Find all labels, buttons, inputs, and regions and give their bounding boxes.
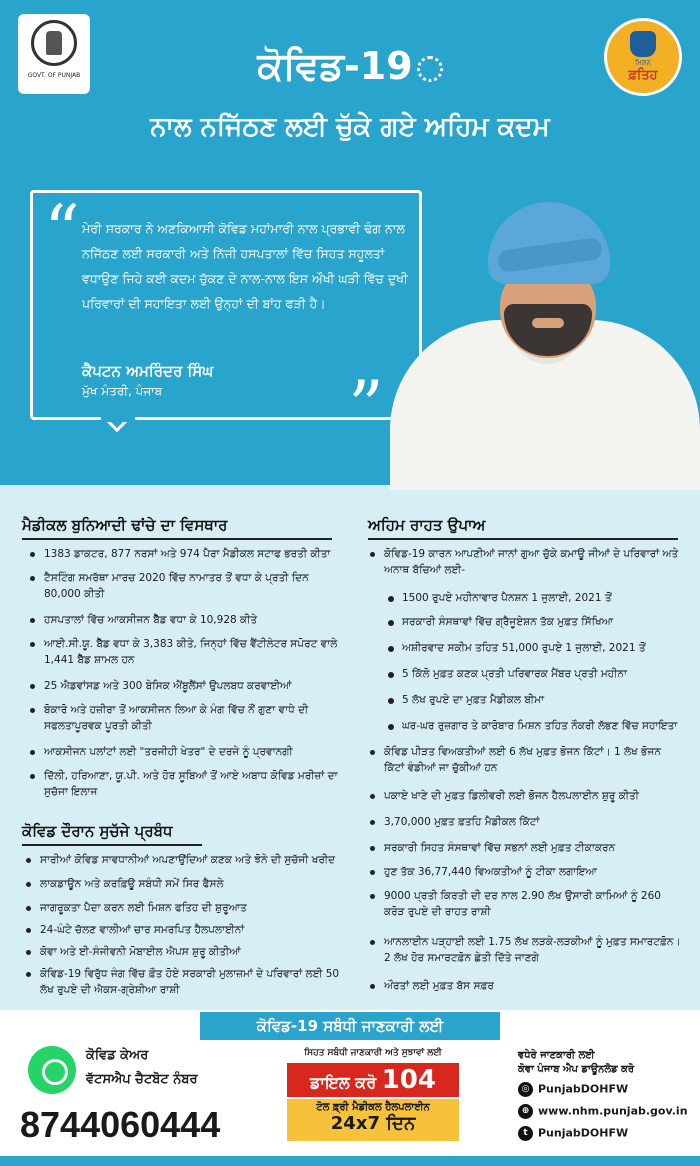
list-item: ਬੋਕਾਰੋ ਅਤੇ ਹਜ਼ੀਰਾ ਤੋਂ ਆਕਸੀਜਨ ਲਿਆ ਕੇ ਮੰਗ ਵਿੱਚ ਨੌਂ ਗੁਣਾ ਵਾਧੇ ਦੀ ਸਫਲਤਾਪੂਰਵਕ ਪੂਰਤੀ ਕੀਤੀ — [44, 702, 344, 734]
list-item: ਹਸਪਤਾਲਾਂ ਵਿੱਚ ਆਕਸੀਜਨ ਬੈੱਡ ਵਧਾ ਕੇ 10,928 ਕੀਤੇ — [44, 612, 344, 628]
twitter-icon: t — [518, 1126, 533, 1141]
list-item: ਸਾਰੀਆਂ ਕੋਵਿਡ ਸਾਵਧਾਨੀਆਂ ਅਪਣਾਉਂਦਿਆਂ ਕਣਕ ਅਤੇ ਝੋਨੇ ਦੀ ਸੁਚੱਜੀ ਖਰੀਦ — [40, 852, 344, 868]
list-item: ਕੋਵਿਡ-19 ਕਾਰਨ ਆਪਣੀਆਂ ਜਾਨਾਂ ਗੁਆ ਚੁੱਕੇ ਕਮਾਊ ਜੀਆਂ ਦੇ ਪਰਿਵਾਰਾਂ ਅਤੇ ਅਨਾਥ ਬੱਚਿਆਂ ਲਈ- — [384, 546, 684, 578]
toll-free-hours: 24x7 ਦਿਨ — [330, 1113, 416, 1134]
list-item: ਦਿੱਲੀ, ਹਰਿਆਣਾ, ਯੂ.ਪੀ. ਅਤੇ ਹੋਰ ਸੂਬਿਆਂ ਤੋਂ ਆਏ ਅਬਾਧ ਕੋਵਿਡ ਮਰੀਜ਼ਾਂ ਦਾ ਸੁਚੱਜਾ ਇਲਾਜ — [44, 768, 344, 800]
dial-number: 104 — [381, 1065, 436, 1095]
sub-list-item: ਅਸ਼ੀਰਵਾਦ ਸਕੀਮ ਤਹਿਤ 51,000 ਰੁਪਏ 1 ਜੁਲਾਈ, 2021 ਤੋਂ — [402, 640, 684, 656]
instagram-link[interactable]: ◎ PunjabDOHFW — [518, 1082, 628, 1097]
list-item: ਆਈ.ਸੀ.ਯੂ. ਬੈੱਡ ਵਧਾ ਕੇ 3,383 ਕੀਤੇ, ਜਿਨ੍ਹਾਂ ਵਿੱਚ ਵੈਂਟੀਲੇਟਰ ਸਪੋਰਟ ਵਾਲੇ 1,441 ਬੈੱਡ ਸ਼ਾਮਲ ਹਨ — [44, 636, 344, 668]
list-item: ਸਰਕਾਰੀ ਸਿਹਤ ਸੰਸਥਾਵਾਂ ਵਿੱਚ ਸਭਨਾਂ ਲਈ ਮੁਫ਼ਤ ਟੀਕਾਕਰਨ — [384, 840, 684, 856]
list-item: ਪਕਾਏ ਖਾਣੇ ਦੀ ਮੁਫ਼ਤ ਡਿਲੀਵਰੀ ਲਈ ਭੋਜਨ ਹੈਲਪਲਾਈਨ ਸ਼ੁਰੂ ਕੀਤੀ — [384, 788, 684, 804]
twitter-link[interactable]: t PunjabDOHFW — [518, 1126, 628, 1141]
heading-underline — [22, 844, 202, 846]
toll-free-box — [287, 1099, 459, 1141]
whatsapp-line1: ਕੋਵਿਡ ਕੇਅਰ — [86, 1048, 149, 1063]
whatsapp-line2: ਵੱਟਸਐਪ ਚੈਟਬੋਟ ਨੰਬਰ — [86, 1072, 198, 1087]
whatsapp-number[interactable]: 8744060444 — [20, 1104, 221, 1145]
globe-icon: ⊕ — [518, 1104, 533, 1119]
quote-author-name: ਕੈਪਟਨ ਅਮਰਿੰਦਰ ਸਿੰਘ — [82, 362, 214, 380]
instagram-icon: ◎ — [518, 1082, 533, 1097]
heading-underline — [22, 538, 332, 540]
list-item: 25 ਐਡਵਾਂਸਡ ਅਤੇ 300 ਬੇਸਿਕ ਐਂਬੂਲੈਂਸਾਂ ਉਪਲਬਧ ਕਰਵਾਈਆਂ — [44, 678, 344, 694]
list-item: 24-ਘੰਟੇ ਚੱਲਣ ਵਾਲੀਆਂ ਚਾਰ ਸਮਰਪਿਤ ਹੈਲਪਲਾਈਨਾਂ — [40, 922, 344, 938]
virus-icon — [417, 56, 443, 82]
heading-underline — [368, 538, 678, 540]
quote-text: ਮੇਰੀ ਸਰਕਾਰ ਨੇ ਅਣਕਿਆਸੀ ਕੋਵਿਡ ਮਹਾਂਮਾਰੀ ਨਾਲ ਪ੍ਰਭਾਵੀ ਢੰਗ ਨਾਲ ਨਜਿੱਠਣ ਲਈ ਸਰਕਾਰੀ ਅਤੇ ਨਿੱਜੀ ਹਸਪਤਾਲਾਂ ਵਿੱਚ ਸਿਹਤ ਸਹੂਲਤਾਂ ਵਧਾਉਣ ਜਿਹੇ ਕਈ ਕਦਮ ਚੁੱਕਣ ਦੇ ਨਾਲ-ਨਾਲ ਇਸ ਔਖੀ ਘੜੀ ਵਿੱਚ ਦੁਖੀ ਪਰਿਵਾਰਾਂ ਦੀ ਸਹਾਇਤਾ ਲਈ ਉਨ੍ਹਾਂ ਦੀ ਬਾਂਹ ਫੜੀ ਹੈ। — [82, 221, 408, 311]
list-item: ਆਕਸੀਜਨ ਪਲਾਂਟਾਂ ਲਈ "ਤਰਜੀਹੀ ਖੇਤਰ" ਦੇ ਦਰਜੇ ਨੂੰ ਪ੍ਰਵਾਨਗੀ — [44, 744, 344, 760]
close-quote-icon: ” — [348, 366, 384, 448]
list-item: ਟੈਸਟਿੰਗ ਸਮਰੱਥਾ ਮਾਰਚ 2020 ਵਿੱਚ ਨਾਮਾਤਰ ਤੋਂ ਵਧਾ ਕੇ ਪ੍ਰਤੀ ਦਿਨ 80,000 ਕੀਤੀ — [44, 570, 344, 602]
list-item: 9000 ਪ੍ਰਤੀ ਕਿਰਤੀ ਦੀ ਦਰ ਨਾਲ 2.90 ਲੱਖ ਉਸਾਰੀ ਕਾਮਿਆਂ ਨੂੰ 260 ਕਰੋੜ ਰੁਪਏ ਦੀ ਰਾਹਤ ਰਾਸ਼ੀ — [384, 888, 684, 920]
bottom-strip — [0, 1156, 700, 1166]
list-item: 3,70,000 ਮੁਫ਼ਤ ਫ਼ਤਹਿ ਮੈਡੀਕਲ ਕਿੱਟਾਂ — [384, 814, 684, 830]
info-banner: ਕੋਵਿਡ-19 ਸਬੰਧੀ ਜਾਣਕਾਰੀ ਲਈ — [200, 1012, 500, 1040]
sub-list-item: ਸਰਕਾਰੀ ਸੰਸਥਾਵਾਂ ਵਿੱਚ ਗ੍ਰੈਜੂਏਸ਼ਨ ਤੱਕ ਮੁਫ਼ਤ ਸਿੱਖਿਆ — [402, 614, 684, 630]
sub-list-item: 5 ਕਿੱਲੋ ਮੁਫ਼ਤ ਕਣਕ ਪ੍ਰਤੀ ਪਰਿਵਾਰਕ ਮੈਂਬਰ ਪ੍ਰਤੀ ਮਹੀਨਾ — [402, 666, 684, 682]
emblem-caption: GOVT. OF PUNJAB — [27, 72, 81, 79]
sub-list-item: 1500 ਰੁਪਏ ਮਹੀਨਾਵਾਰ ਪੈਨਸ਼ਨ 1 ਜੁਲਾਈ, 2021 ਤੋਂ — [402, 590, 684, 606]
quote-bubble-tail — [96, 418, 138, 458]
toll-free-label: ਟੋਲ ਫ਼੍ਰੀ ਮੈਡੀਕਲ ਹੈਲਪਲਾਈਨ — [316, 1102, 430, 1113]
list-item: ਕੋਵਿਡ ਪੀੜਤ ਵਿਅਕਤੀਆਂ ਲਈ 6 ਲੱਖ ਮੁਫ਼ਤ ਭੋਜਨ ਕਿੱਟਾਂ। 1 ਲੱਖ ਭੋਜਨ ਕਿੱਟਾਂ ਵੰਡੀਆਂ ਜਾ ਚੁੱਕੀਆਂ ਹਨ — [384, 744, 684, 776]
page-title: ਕੋਵਿਡ-19 — [0, 44, 700, 89]
sub-list-item: ਘਰ-ਘਰ ਰੁਜ਼ਗਾਰ ਤੇ ਕਾਰੋਬਾਰ ਮਿਸ਼ਨ ਤਹਿਤ ਨੌਕਰੀ ਲੱਭਣ ਵਿੱਚ ਸਹਾਇਤਾ — [402, 718, 684, 734]
chief-minister-photo — [390, 200, 700, 485]
logo-top-text: ਮਿਸ਼ਨ — [635, 59, 651, 67]
more-info-text: ਵਧੇਰੇ ਜਾਣਕਾਰੀ ਲਈ — [518, 1050, 595, 1061]
sub-list-item: 5 ਲੱਖ ਰੁਪਏ ਦਾ ਮੁਫ਼ਤ ਮੈਡੀਕਲ ਬੀਮਾ — [402, 692, 684, 708]
relief-measures-heading: ਅਹਿਮ ਰਾਹਤ ਉਪਾਅ — [368, 516, 486, 534]
helpline-caption: ਸਿਹਤ ਸਬੰਧੀ ਜਾਣਕਾਰੀ ਅਤੇ ਸੁਝਾਵਾਂ ਲਈ — [304, 1048, 442, 1058]
list-item: ਲਾਕਡਾਊਨ ਅਤੇ ਕਰਫ਼ਿਊ ਸਬੰਧੀ ਸਮੇਂ ਸਿਰ ਫੈਸਲੇ — [40, 876, 344, 892]
medical-infra-heading: ਮੈਡੀਕਲ ਬੁਨਿਆਦੀ ਢਾਂਚੇ ਦਾ ਵਿਸਥਾਰ — [22, 516, 228, 534]
logo-main-text: ਫ਼ਤਿਹ — [628, 68, 658, 83]
list-item: ਔਰਤਾਂ ਲਈ ਮੁਫ਼ਤ ਬੱਸ ਸਫ਼ਰ — [384, 978, 684, 994]
quote-author-role: ਮੁੱਖ ਮੰਤਰੀ, ਪੰਜਾਬ — [82, 384, 163, 398]
website-link[interactable]: ⊕ www.nhm.punjab.gov.in — [518, 1104, 688, 1119]
list-item: 1383 ਡਾਕਟਰ, 877 ਨਰਸਾਂ ਅਤੇ 974 ਪੈਰਾ ਮੈਡੀਕਲ ਸਟਾਫ ਭਰਤੀ ਕੀਤਾ — [44, 546, 344, 562]
covid-management-heading: ਕੋਵਿਡ ਦੌਰਾਨ ਸੁਚੱਜੇ ਪ੍ਰਬੰਧ — [22, 822, 173, 840]
list-item: ਹੁਣ ਤੱਕ 36,77,440 ਵਿਅਕਤੀਆਂ ਨੂੰ ਟੀਕਾ ਲਗਾਇਆ — [384, 864, 684, 880]
page-subtitle: ਨਾਲ ਨਜਿੱਠਣ ਲਈ ਚੁੱਕੇ ਗਏ ਅਹਿਮ ਕਦਮ — [150, 112, 550, 142]
list-item: ਆਨਲਾਈਨ ਪੜ੍ਹਾਈ ਲਈ 1.75 ਲੱਖ ਲੜਕੇ-ਲੜਕੀਆਂ ਨੂੰ ਮੁਫ਼ਤ ਸਮਾਰਟਫ਼ੋਨ। 2 ਲੱਖ ਹੋਰ ਸਮਾਰਟਫ਼ੋਨ ਛੇਤੀ ਦਿੱਤੇ ਜਾਣਗੇ — [384, 934, 684, 966]
download-app-text: ਕੋਵਾ ਪੰਜਾਬ ਐਪ ਡਾਊਨਲੋਡ ਕਰੋ — [518, 1064, 635, 1075]
list-item: ਕੋਵਿਡ-19 ਵਿਰੁੱਧ ਜੰਗ ਵਿੱਚ ਫ਼ੌਤ ਹੋਏ ਸਰਕਾਰੀ ਮੁਲਾਜ਼ਮਾਂ ਦੇ ਪਰਿਵਾਰਾਂ ਲਈ 50 ਲੱਖ ਰੁਪਏ ਦੀ ਐਕਸ-ਗ੍ਰੇਸ਼ੀਆ ਰਾਸ਼ੀ — [40, 966, 344, 998]
whatsapp-icon — [28, 1046, 76, 1094]
open-quote-icon: “ — [44, 190, 80, 272]
list-item: ਜਾਗਰੂਕਤਾ ਪੈਦਾ ਕਰਨ ਲਈ ਮਿਸ਼ਨ ਫਤਿਹ ਦੀ ਸ਼ੁਰੂਆਤ — [40, 900, 344, 916]
list-item: ਕੋਵਾ ਅਤੇ ਈ-ਸੰਜੀਵਨੀ ਮੋਬਾਈਲ ਐਪਸ ਸ਼ੁਰੂ ਕੀਤੀਆਂ — [40, 944, 344, 960]
dial-104-box[interactable]: ਡਾਇਲ ਕਰੋ 104 — [287, 1063, 459, 1097]
